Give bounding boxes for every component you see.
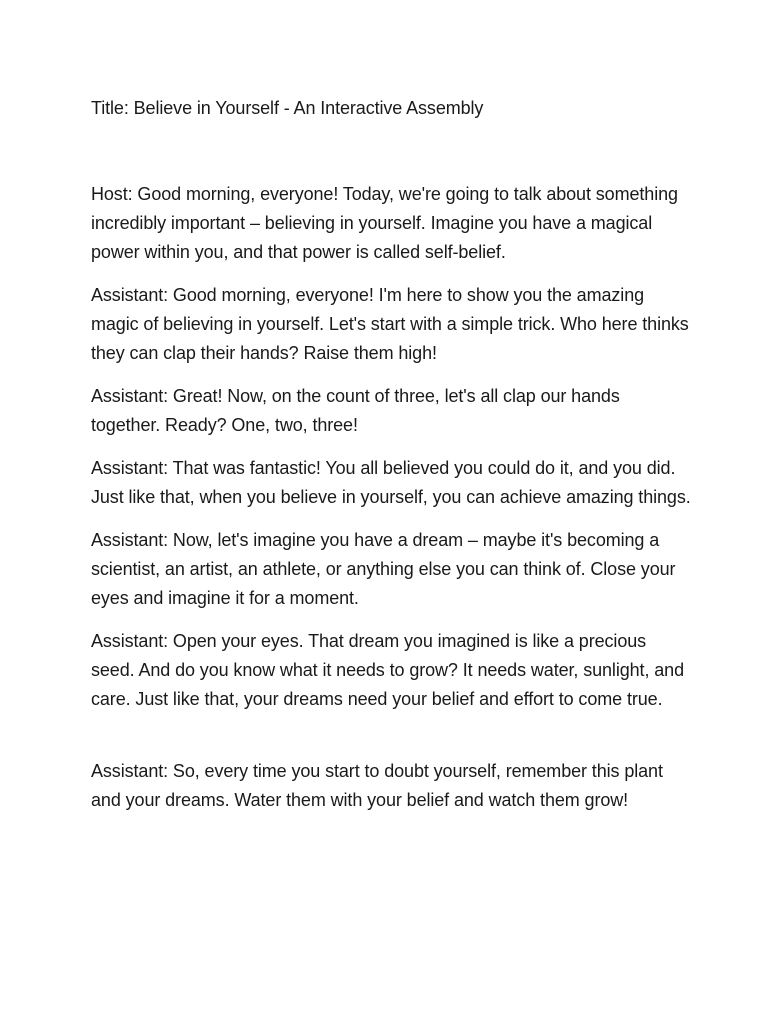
document-title: Title: Believe in Yourself - An Interactive Assembly xyxy=(91,98,484,118)
paragraph-assistant-greeting: Assistant: Good morning, everyone! I'm here to show you the amazing magic of believing in yourself. Let's start with a simple trick. Who here thinks they can clap their hands? Raise them high! xyxy=(91,285,689,363)
paragraph-assistant-dream: Assistant: Now, let's imagine you have a dream – maybe it's becoming a scientist, an artist, an athlete, or anything else you can think of. Close your eyes and imagine it for a moment. xyxy=(91,530,676,608)
paragraph-assistant-closing: Assistant: So, every time you start to doubt yourself, remember this plant and your dreams. Water them with your belief and watch them grow! xyxy=(91,761,663,810)
paragraph-assistant-clap: Assistant: Great! Now, on the count of three, let's all clap our hands together. Ready? One, two, three! xyxy=(91,386,620,435)
paragraph-assistant-seed: Assistant: Open your eyes. That dream you imagined is like a precious seed. And do you know what it needs to grow? It needs water, sunlight, and care. Just like that, your dreams need your belief and effort to come true. xyxy=(91,631,684,709)
paragraph-assistant-fantastic: Assistant: That was fantastic! You all believed you could do it, and you did. Just like that, when you believe in yourself, you can achieve amazing things. xyxy=(91,458,691,507)
document-body xyxy=(91,94,691,829)
paragraph-host-intro: Host: Good morning, everyone! Today, we're going to talk about something incredibly important – believing in yourself. Imagine you have a magical power within you, and that power is called self-belief. xyxy=(91,184,678,262)
